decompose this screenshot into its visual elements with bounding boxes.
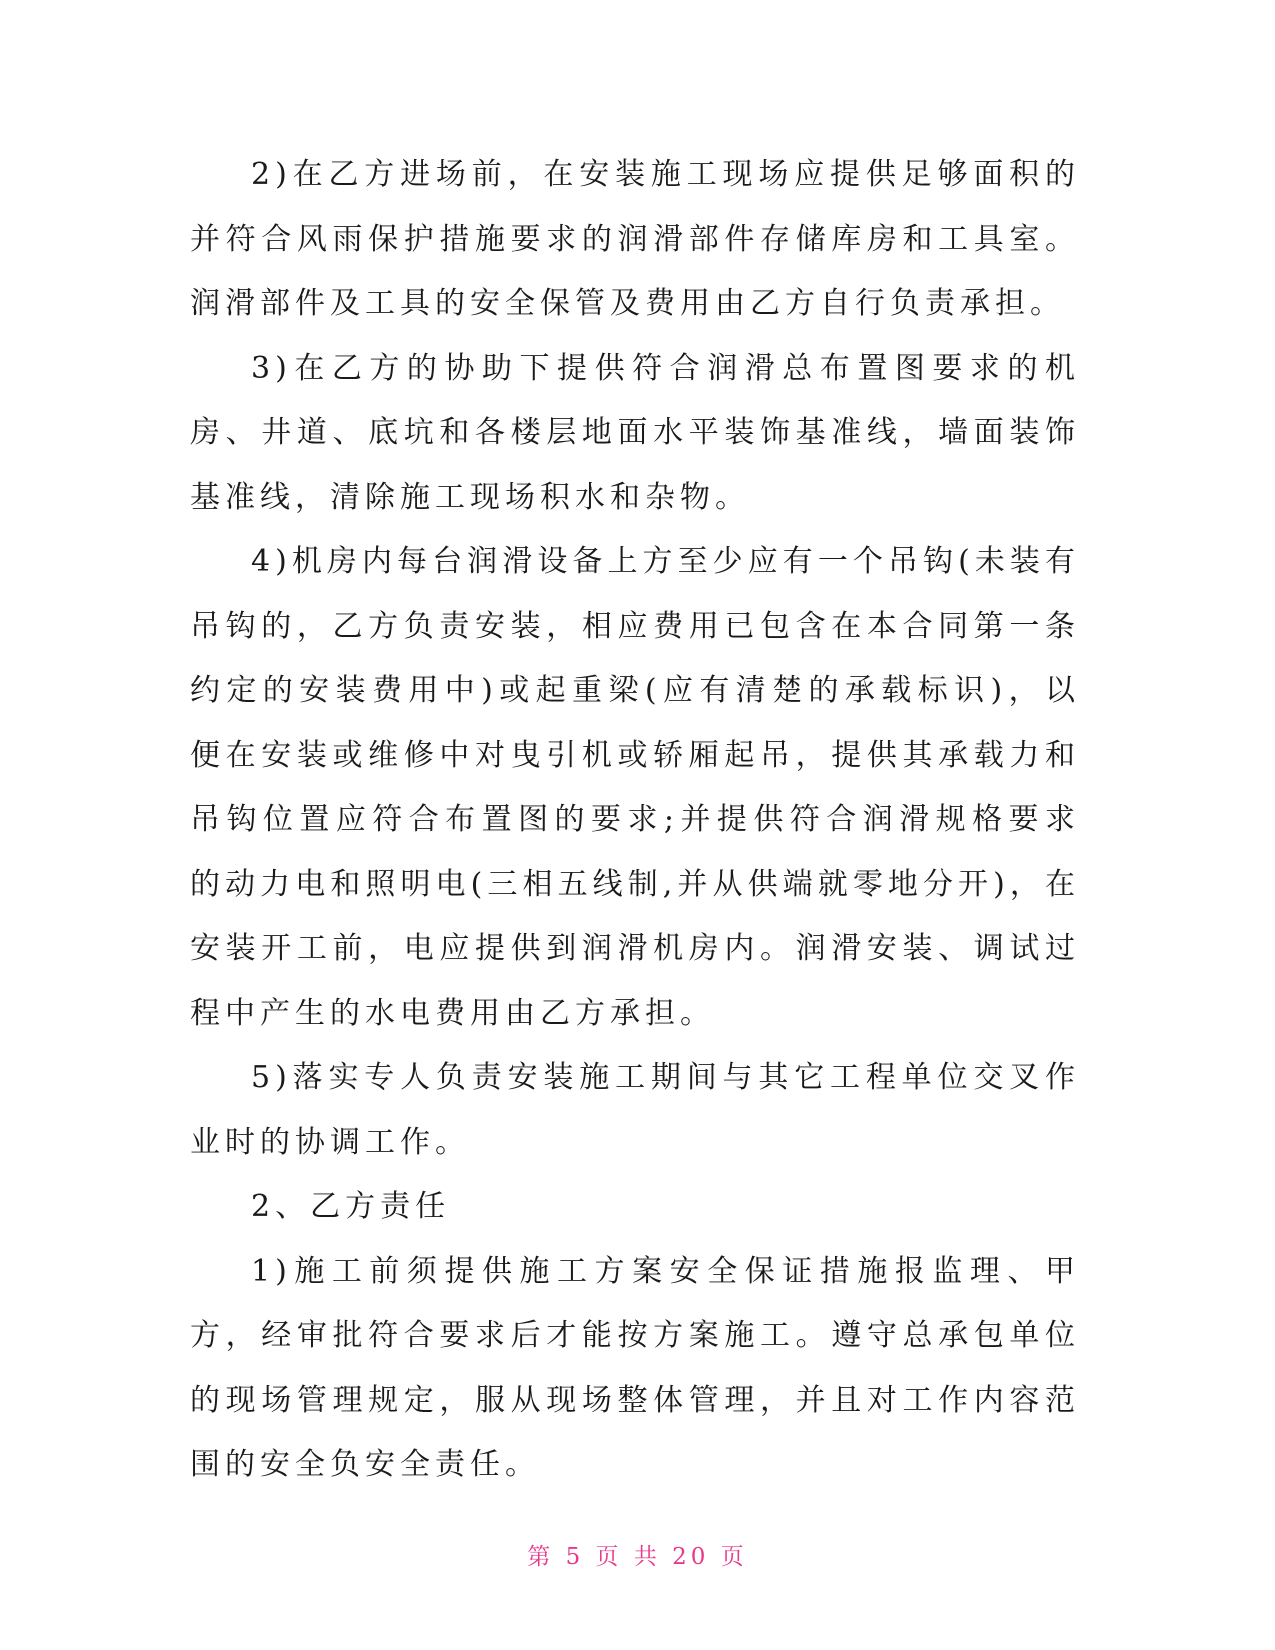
paragraph-item-5: 5)落实专人负责安装施工期间与其它工程单位交叉作业时的协调工作。 xyxy=(190,1060,1080,1160)
page-number-footer: 第 5 页 共 20 页 xyxy=(527,1544,748,1570)
paragraph-party-b-item-1: 1)施工前须提供施工方案安全保证措施报监理、甲方，经审批符合要求后才能按方案施工。遵守总承包单位的现场管理规定，服从现场整体管理，并且对工作内容范围的安全负安全责任。 xyxy=(190,1253,1080,1482)
paragraph-item-3: 3)在乙方的协助下提供符合润滑总布置图要求的机房、井道、底坑和各楼层地面水平装饰基准线，墙面装饰基准线，清除施工现场积水和杂物。 xyxy=(190,350,1080,515)
paragraph-item-4: 4)机房内每台润滑设备上方至少应有一个吊钩(未装有吊钩的，乙方负责安装，相应费用已包含在本合同第一条约定的安装费用中)或起重梁(应有清楚的承载标识)，以便在安装或维修中对曳引机或轿厢起吊，提供其承载力和吊钩位置应符合布置图的要求;并提供符合润滑规格要求的动力电和照明电(三相五线制,并从供端就零地分开)，在安装开工前，电应提供到润滑机房内。润滑安装、调试过程中产生的水电费用由乙方承担。 xyxy=(190,544,1080,1031)
document-body xyxy=(190,143,1080,1498)
section-heading-party-b: 2、乙方责任 xyxy=(251,1189,451,1224)
paragraph-item-2: 2)在乙方进场前，在安装施工现场应提供足够面积的并符合风雨保护措施要求的润滑部件存储库房和工具室。润滑部件及工具的安全保管及费用由乙方自行负责承担。 xyxy=(190,157,1080,321)
